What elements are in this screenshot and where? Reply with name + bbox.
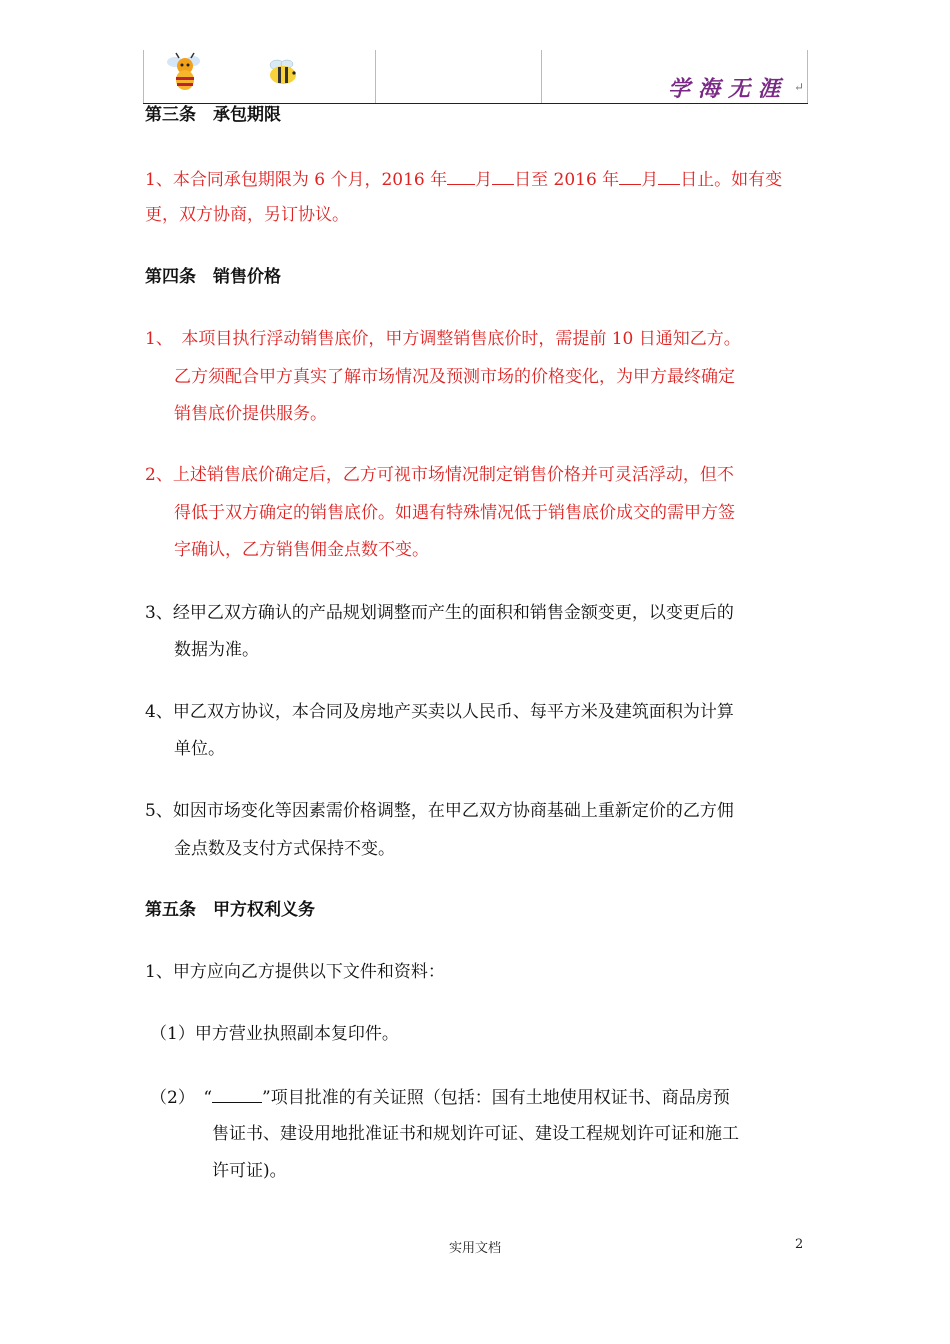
- clause-3-1-line1: [145, 168, 782, 190]
- blank-underline: [619, 168, 641, 185]
- text-segment: 1、本合同承包期限为 6 个月，2016 年: [145, 170, 448, 190]
- clause-4-1-line3: 销售底价提供服务。: [174, 404, 327, 424]
- text-segment: ”项目批准的有关证照（包括：国有土地使用权证书、商品房预: [262, 1088, 730, 1108]
- clause-5-1-item-2-line3: 许可证)。: [212, 1161, 287, 1181]
- header-divider: [143, 50, 144, 104]
- clause-4-4-line1: 4、甲乙双方协议，本合同及房地产买卖以人民币、每平方米及建筑面积为计算: [145, 702, 734, 722]
- footer-label: 实用文档: [448, 1241, 501, 1256]
- clause-4-5-line1: 5、如因市场变化等因素需价格调整，在甲乙双方协商基础上重新定价的乙方佣: [145, 801, 734, 821]
- clause-4-2-line3: 字确认，乙方销售佣金点数不变。: [174, 540, 429, 560]
- clause-4-2-line2: 得低于双方确定的销售底价。如遇有特殊情况低于销售底价成交的需甲方签: [174, 503, 735, 523]
- clause-3-1-line2: 更，双方协商，另订协议。: [145, 205, 349, 225]
- text-segment: 月: [475, 170, 493, 190]
- blank-underline: [447, 168, 475, 185]
- blank-underline: [492, 168, 514, 185]
- clause-5-1-item-2-line1: [150, 1086, 730, 1108]
- header-motto: 学海无涯: [667, 76, 788, 102]
- clause-4-1-line1: 1、 本项目执行浮动销售底价，甲方调整销售底价时，需提前 10 日通知乙方。: [145, 329, 741, 349]
- bee-mascot-icon: [165, 52, 205, 94]
- header-divider: [541, 50, 542, 104]
- text-segment: （2） “: [150, 1088, 213, 1108]
- clause-4-4-line2: 单位。: [174, 739, 225, 759]
- bee-icon: [265, 58, 301, 86]
- text-segment: 日止。如有变: [680, 170, 783, 190]
- paragraph-mark: ↵: [793, 80, 804, 94]
- clause-4-2-line1: 2、上述销售底价确定后，乙方可视市场情况制定销售价格并可灵活浮动，但不: [145, 465, 734, 485]
- clause-5-1-item-1: （1）甲方营业执照副本复印件。: [150, 1024, 399, 1044]
- text-segment: 月: [641, 170, 659, 190]
- section-heading-5: 第五条 甲方权利义务: [145, 900, 315, 920]
- page-number: 2: [795, 1237, 804, 1252]
- section-heading-4: 第四条 销售价格: [145, 267, 281, 287]
- header-divider: [807, 50, 808, 104]
- clause-5-1: 1、甲方应向乙方提供以下文件和资料：: [145, 962, 445, 982]
- blank-underline: [212, 1086, 262, 1103]
- clause-4-1-line2: 乙方须配合甲方真实了解市场情况及预测市场的价格变化，为甲方最终确定: [174, 367, 735, 387]
- page-header: [143, 50, 808, 104]
- clause-5-1-item-2-line2: 售证书、建设用地批准证书和规划许可证、建设工程规划许可证和施工: [212, 1124, 739, 1144]
- clause-4-3-line1: 3、经甲乙双方确认的产品规划调整而产生的面积和销售金额变更，以变更后的: [145, 603, 734, 623]
- text-segment: 日至 2016 年: [514, 170, 620, 190]
- clause-4-5-line2: 金点数及支付方式保持不变。: [174, 839, 395, 859]
- clause-4-3-line2: 数据为准。: [174, 640, 259, 660]
- section-heading-3: 第三条 承包期限: [145, 105, 281, 125]
- header-rule: [143, 103, 808, 104]
- blank-underline: [658, 168, 680, 185]
- header-divider: [375, 50, 376, 104]
